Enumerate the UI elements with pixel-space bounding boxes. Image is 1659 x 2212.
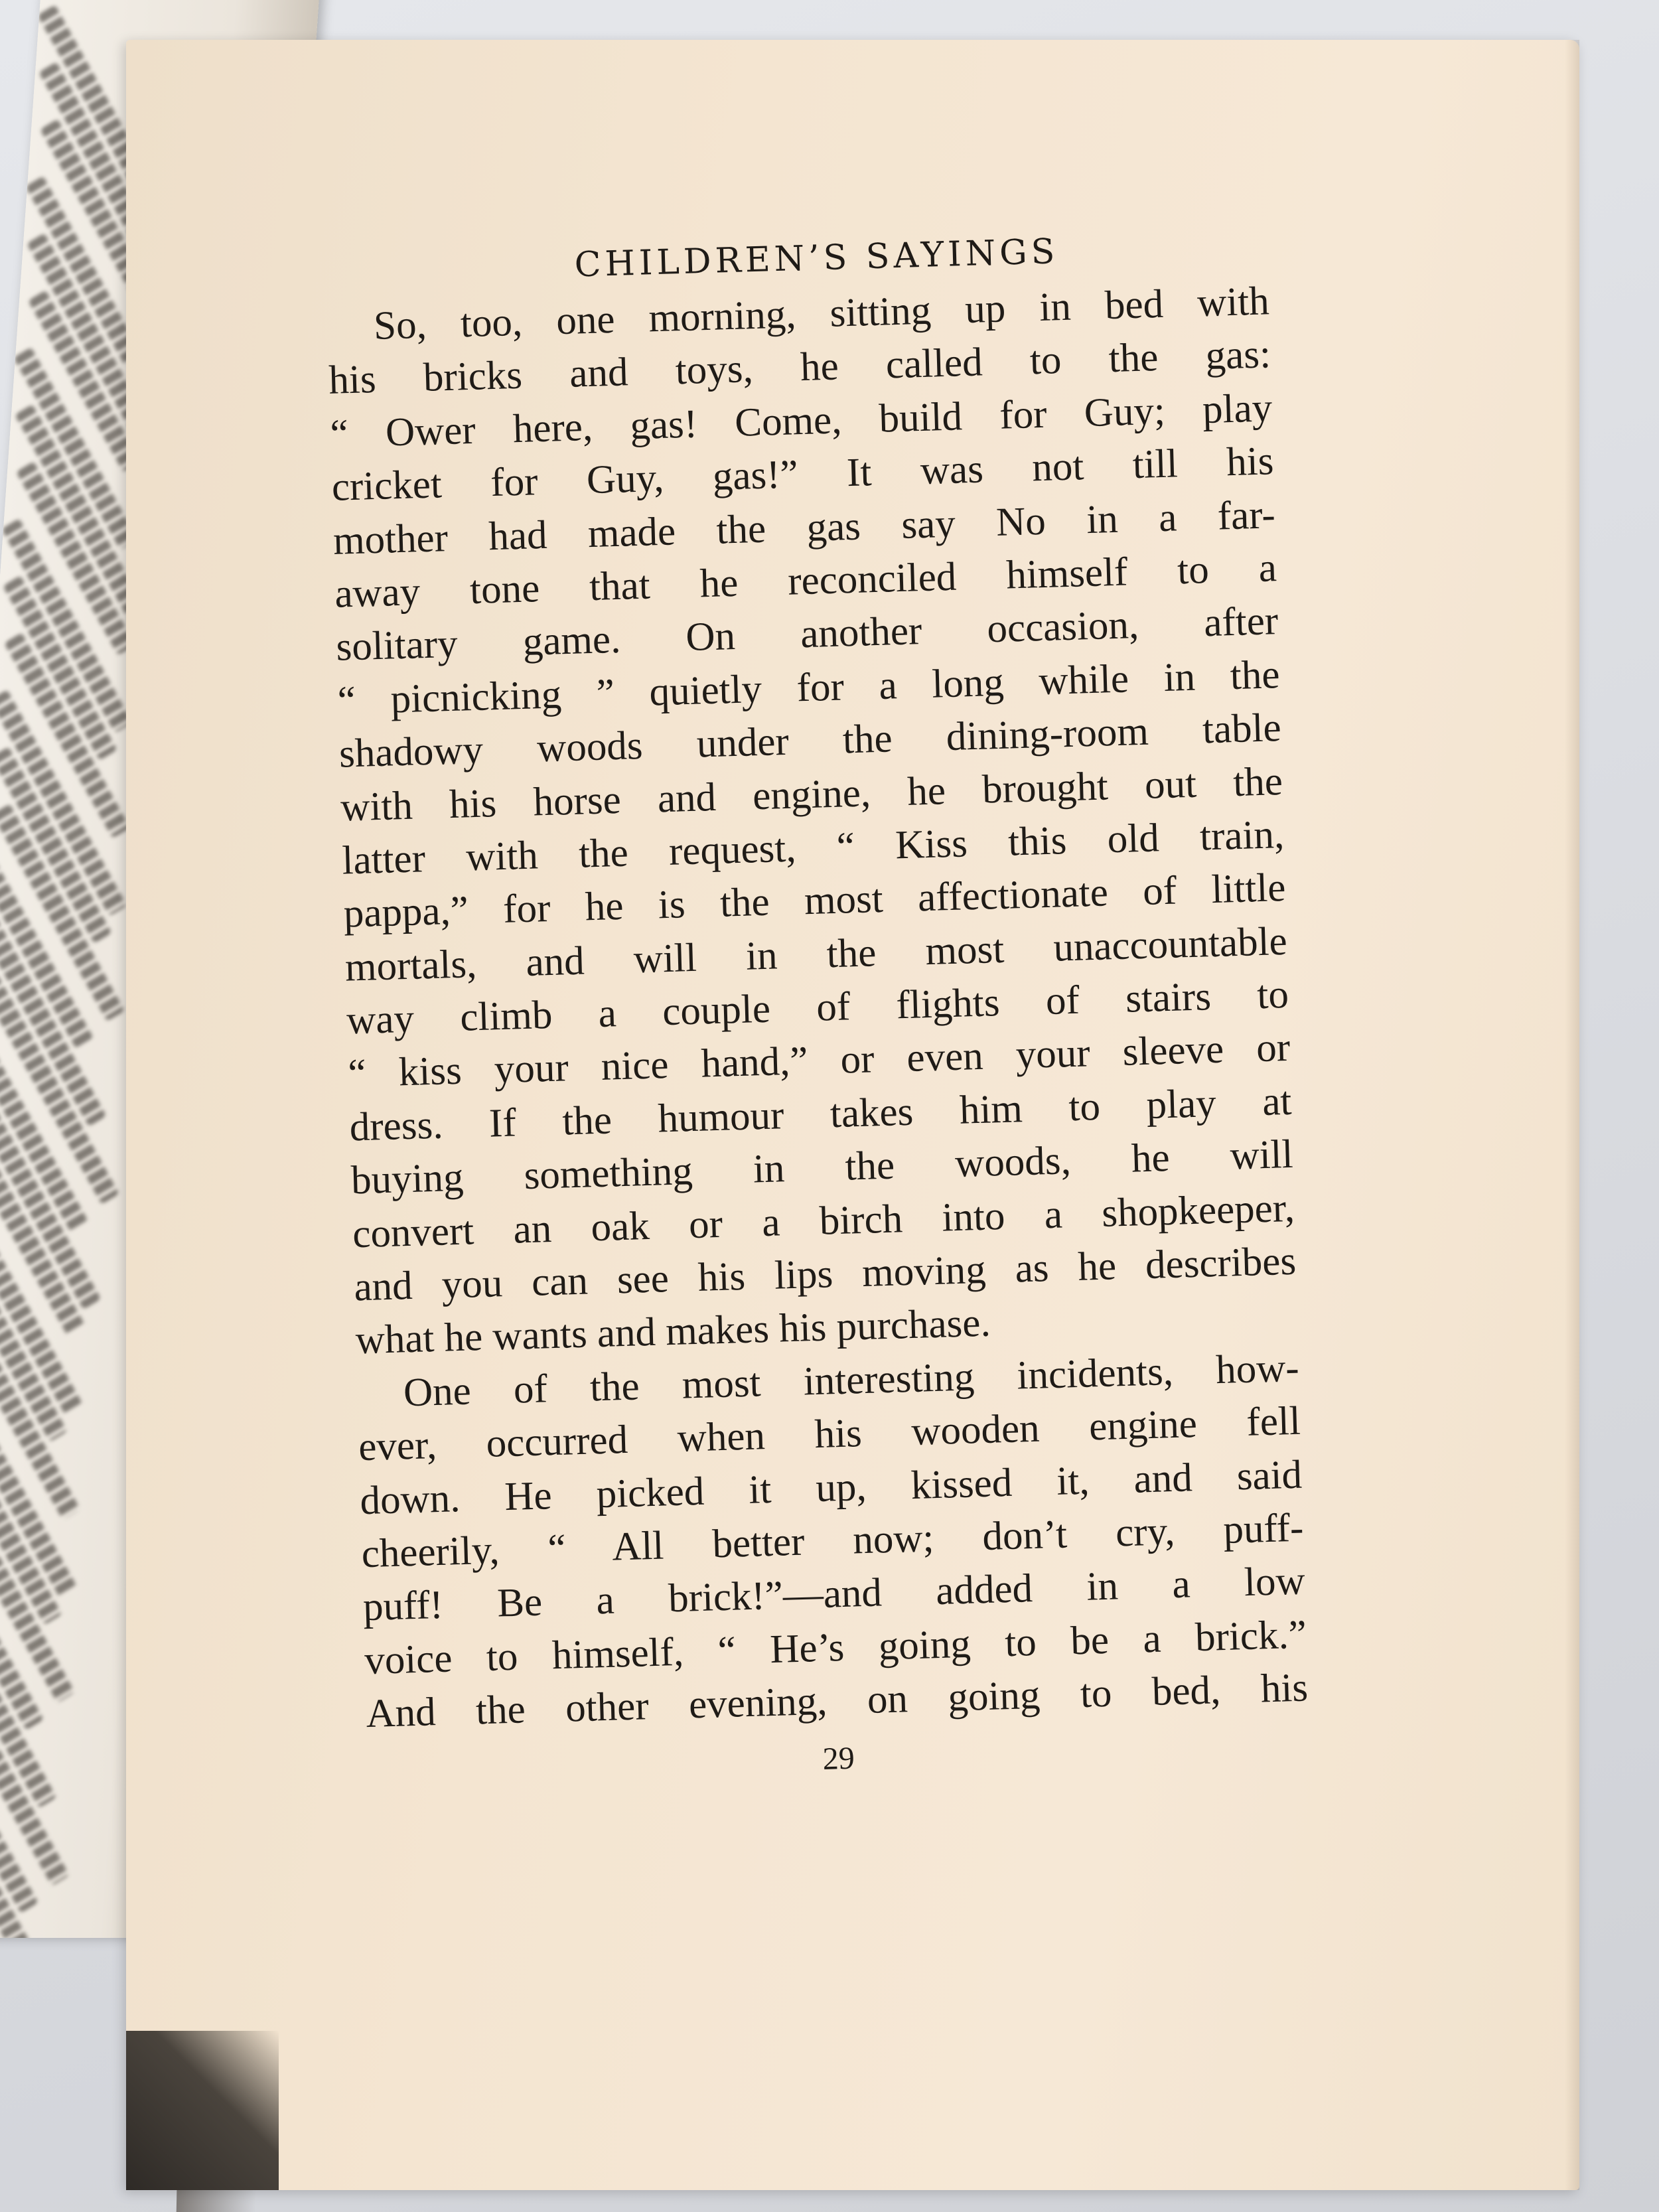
text-line: “ picnicking ” quietly for a long while in the xyxy=(336,652,1281,723)
page-text-block xyxy=(325,226,1310,1789)
text-line: with his horse and engine, he brought out the xyxy=(340,759,1283,830)
text-line: way climb a couple of flights of stairs to xyxy=(346,972,1289,1043)
text-line: pappa,” for he is the most affectionate of little xyxy=(342,865,1287,936)
text-line: puff! Be a brick!”—and added in a low xyxy=(362,1558,1306,1630)
text-line: mother had made the gas say No in a far- xyxy=(332,492,1276,563)
page-edge xyxy=(1565,40,1579,2190)
text-line: latter with the request, “ Kiss this old train, xyxy=(341,812,1285,883)
text-line: down. He picked it up, kissed it, and said xyxy=(359,1452,1303,1523)
text-line: cricket for Guy, gas!” It was not till his xyxy=(330,439,1275,510)
text-line: buying something in the woods, he will xyxy=(350,1132,1294,1203)
text-line: his bricks and toys, he called to the gas: xyxy=(328,332,1271,404)
text-line: One of the most interesting incidents, how- xyxy=(403,1345,1300,1416)
text-line: voice to himself, “ He’s going to be a brick.” xyxy=(364,1612,1307,1683)
text-line: and you can see his lips moving as he describes xyxy=(353,1238,1297,1310)
text-line: And the other evening, on going to bed, his xyxy=(365,1665,1309,1737)
text-line: cheerily, “ All better now; don’t cry, puff- xyxy=(360,1505,1305,1577)
text-line: ever, occurred when his wooden engine fell xyxy=(358,1398,1301,1470)
page-number: 29 xyxy=(822,1740,855,1777)
text-line: what he wants and makes his purchase. xyxy=(354,1301,991,1363)
running-head: CHILDREN’S SAYINGS xyxy=(573,232,1060,285)
text-line: “ Ower here, gas! Come, build for Guy; play xyxy=(329,386,1273,457)
text-line: convert an oak or a birch into a shopkeeper, xyxy=(352,1185,1295,1257)
text-line: “ kiss your nice hand,” or even your sleeve or xyxy=(347,1025,1291,1096)
text-line: shadowy woods under the dining-room table xyxy=(338,705,1282,776)
text-line: away tone that he reconciled himself to a xyxy=(334,546,1277,617)
book-cover-corner xyxy=(126,2031,279,2190)
text-line: solitary game. On another occasion, after xyxy=(335,599,1279,670)
text-line: dress. If the humour takes him to play at xyxy=(348,1078,1293,1150)
text-line: So, too, one morning, sitting up in bed with xyxy=(373,279,1270,348)
body-text xyxy=(326,275,1309,1741)
text-line: mortals, and will in the most unaccountable xyxy=(344,919,1288,990)
